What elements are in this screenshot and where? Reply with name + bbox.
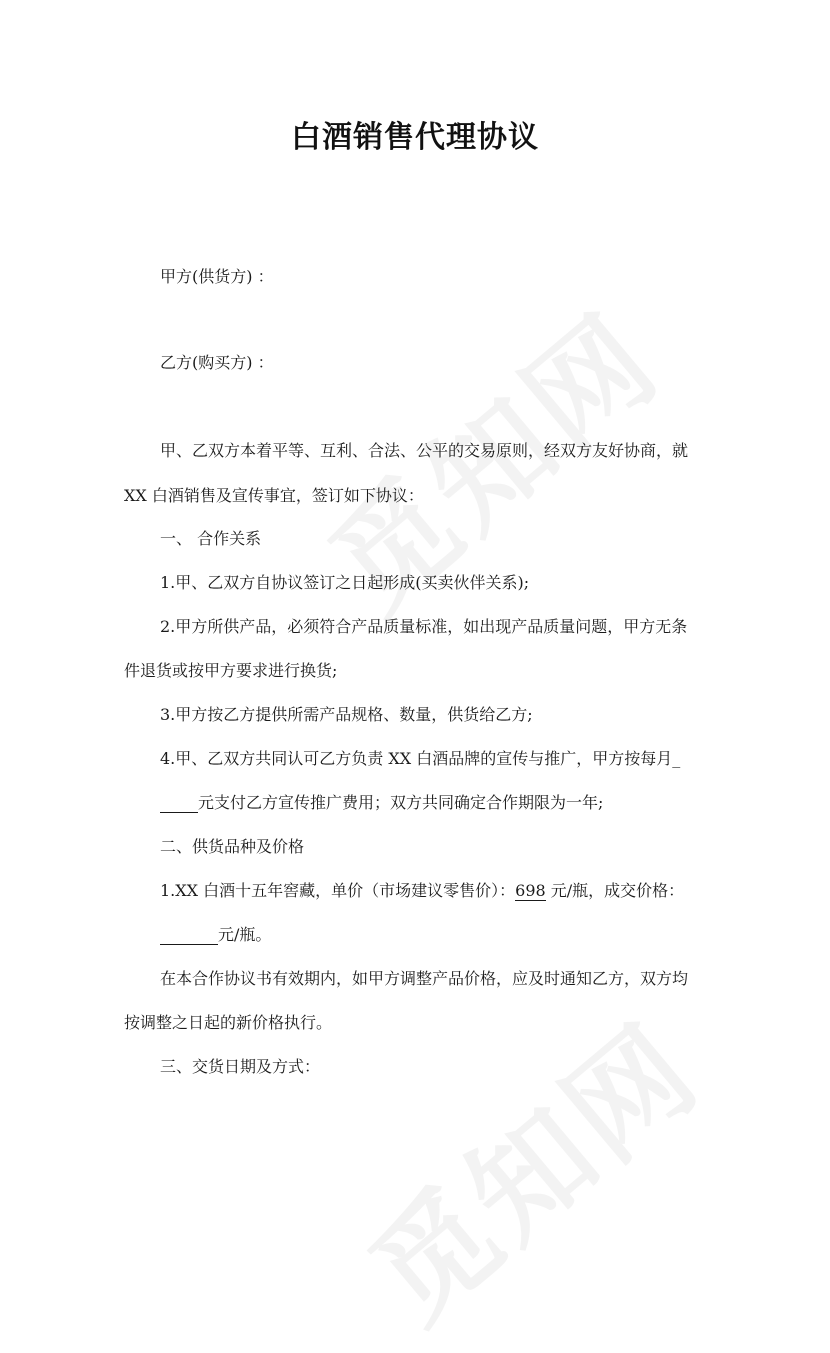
section-2-item-1-unit: 元/瓶。 xyxy=(218,925,272,944)
document-title: 白酒销售代理协议 xyxy=(291,120,539,155)
section-1-heading: 一、 合作关系 xyxy=(160,529,262,548)
price-adjust-note: 在本合作协议书有效期内，如甲方调整产品价格，应及时通知乙方，双方均 xyxy=(160,969,689,988)
section-1-item-4-cont xyxy=(160,792,603,814)
section-2-item-1-cont xyxy=(160,924,271,946)
section-2-item-1-prefix: 1.XX 白酒十五年窖藏，单价（市场建议零售价）： xyxy=(160,881,516,900)
section-1-item-3: 3.甲方按乙方提供所需产品规格、数量，供货给乙方; xyxy=(160,705,533,724)
section-3-heading: 三、交货日期及方式： xyxy=(160,1057,321,1076)
section-2-item-1 xyxy=(160,880,684,902)
section-1-item-1: 1.甲、乙双方自协议签订之日起形成(买卖伙伴关系); xyxy=(160,573,530,592)
retail-price-value: 698 xyxy=(515,881,546,900)
price-adjust-note-cont: 按调整之日起的新价格执行。 xyxy=(124,1013,333,1032)
section-1-item-4-suffix: 元支付乙方宣传推广费用；双方共同确定合作期限为一年; xyxy=(198,793,604,812)
fee-blank xyxy=(160,794,198,813)
watermark xyxy=(329,979,729,1353)
section-1-item-2-cont: 件退货或按甲方要求进行换货; xyxy=(124,661,338,680)
section-2-item-1-suffix: 元/瓶，成交价格： xyxy=(545,881,685,900)
section-2-heading: 二、供货品种及价格 xyxy=(160,837,305,856)
deal-price-blank xyxy=(160,926,218,945)
section-1-item-4: 4.甲、乙双方共同认可乙方负责 XX 白酒品牌的宣传与推广，甲方按每月_ xyxy=(160,749,681,768)
intro-paragraph-line: XX 白酒销售及宣传事宜，签订如下协议： xyxy=(124,486,424,505)
party-a-label: 甲方(供货方) ： xyxy=(160,267,274,286)
section-1-item-2: 2.甲方所供产品，必须符合产品质量标准，如出现产品质量问题，甲方无条 xyxy=(160,617,688,636)
party-b-label: 乙方(购买方) ： xyxy=(160,353,274,372)
intro-paragraph-line: 甲、乙双方本着平等、互利、合法、公平的交易原则，经双方友好协商，就 xyxy=(160,441,689,460)
